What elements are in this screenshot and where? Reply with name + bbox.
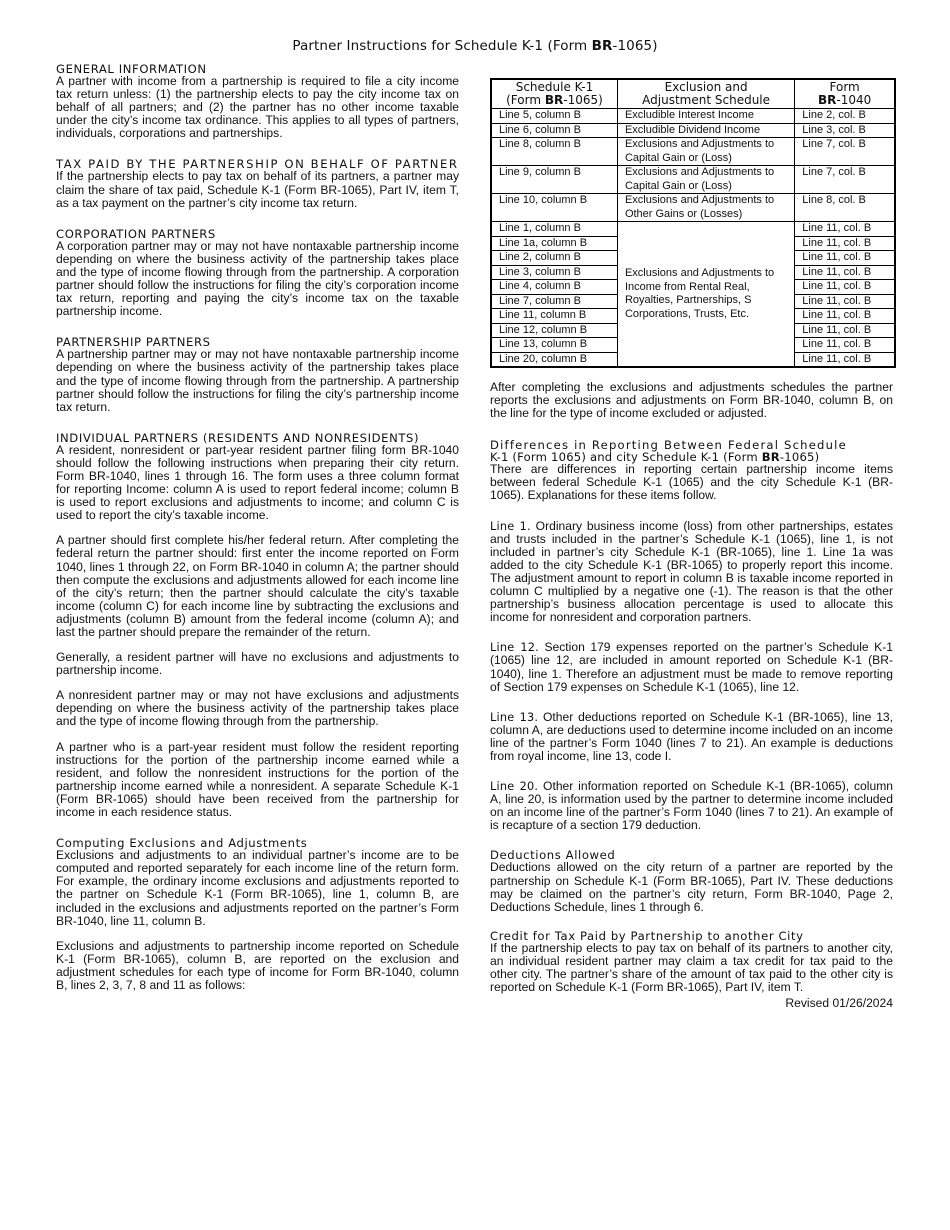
table-cell-k1: Line 9, column B: [491, 166, 617, 194]
general-information-heading: GENERAL INFORMATION: [56, 62, 207, 76]
line20-section: [490, 780, 893, 832]
deductions-text: Deductions allowed on the city return of a partner are reported by the partnership on Schedule K-1 (Form BR-1065), Part IV. These deductions may be claimed on the partner’s city return, Form BR-1040, Page 2, Deductions Schedule, lines 1 through 6.: [490, 860, 893, 914]
differences-text: There are differences in reporting certain partnership income items between federal Schedule K-1 (1065) and the city Schedule K-1 (BR-1065). Explanations for these items follow.: [490, 462, 893, 503]
table-cell-k1: Line 12, column B: [491, 323, 617, 338]
table-cell-form: Line 11, col. B: [795, 265, 895, 280]
exclusion-schedule-table: [490, 78, 896, 368]
line1-text: Line 1. Ordinary business income (loss) from other partnerships, estates and trusts included in the partner’s Schedule K-1 (1065), line 1, is not included in partner’s city Schedule K-1 (BR-1065), line 1. Line 1a was added to the city Schedule K-1 (BR-1065) to properly report this income. The adjustment amount to report in column B is taxable income reported in column C multiplied by a negative one (-1). The reason is that the other partnership’s business allocation percentage is used to allocate this income for nonresident and corporation partners.: [490, 518, 893, 625]
differences-heading-line1: Differences in Reporting Between Federal Schedule: [490, 438, 847, 453]
table-cell-k1: Line 2, column B: [491, 251, 617, 266]
individual-partners-text-4: A nonresident partner may or may not have exclusions and adjustments depending on where the business activity of the partnership takes place and the type of income flowing through from the partnership.: [56, 688, 459, 729]
tax-paid-heading: TAX PAID BY THE PARTNERSHIP ON BEHALF OF PARTNER: [56, 157, 459, 172]
table-header-k1: Schedule K-1 (Form BR-1065): [491, 79, 617, 109]
individual-partners-heading: INDIVIDUAL PARTNERS (RESIDENTS AND NONRESIDENTS): [56, 430, 420, 445]
deductions-section: [490, 849, 893, 913]
table-cell-form: Line 7, col. B: [795, 138, 895, 166]
differences-section: [490, 439, 893, 502]
line13-label: Line 13.: [490, 710, 539, 724]
table-cell-form: Line 11, col. B: [795, 222, 895, 237]
table-cell-form: Line 11, col. B: [795, 280, 895, 295]
line12-text: Line 12. Section 179 expenses reported on the partner’s Schedule K-1 (1065) line 12, are included in amount reported on Schedule K-1 (BR-1040), line 1. Therefore an adjustment must be made to remove reporting of Section 179 expenses on Schedule K-1 (1065), line 12.: [490, 640, 894, 694]
line1-label: Line 1.: [490, 519, 531, 533]
deductions-heading: Deductions Allowed: [490, 848, 616, 863]
partnership-partners-heading: PARTNERSHIP PARTNERS: [56, 335, 211, 350]
line20-text: Line 20. Other information reported on Schedule K-1 (BR-1065), column A, line 20, is information used by the partner to determine income included on an income line of the partner’s Form 1040 (lines 7 to 21). An example of is recapture of a section 179 deduction.: [490, 779, 893, 833]
computing-text-2: Exclusions and adjustments to partnership income reported on Schedule K-1 (Form BR-1065), column B, are reported on the exclusion and adjustment schedules for each type of income for Form BR-1040, column B, lines 2, 3, 7, 8 and 11 as follows:: [56, 938, 459, 992]
general-information-text: A partner with income from a partnership is required to file a city income tax return unless: (1) the partnership elects to pay the city income tax on behalf of all partners; and (2) the partner has no other income taxable under the city’s income tax ordinance. This applies to all types of partners, individuals, corporations and partnerships.: [56, 74, 459, 141]
table-cell-k1: Line 1a, column B: [491, 236, 617, 251]
table-row: [491, 222, 895, 237]
table-cell-schedule: Exclusions and Adjustments to Other Gains or (Losses): [617, 194, 794, 222]
table-cell-k1: Line 11, column B: [491, 309, 617, 324]
individual-partners-text-1: A resident, nonresident or part-year resident partner filing form BR-1040 should follow the following instructions when preparing their city return. Form BR-1040, lines 1 through 16. The form uses a three column format for reporting Income: column A is used to report federal income; column B is used to report exclusions and adjustments to income; and column C is used to report the city’s taxable income.: [56, 442, 459, 523]
revised-date: Revised 01/26/2024: [785, 996, 893, 1011]
after-completing-section: [490, 381, 893, 420]
credit-section: [490, 930, 893, 1010]
table-cell-schedule: Exclusions and Adjustments to Capital Gain or (Loss): [617, 138, 794, 166]
table-cell-form: Line 3, col. B: [795, 123, 895, 138]
table-row: [491, 138, 895, 166]
corporation-partners-text: A corporation partner may or may not have nontaxable partnership income depending on where the business activity of the partnership takes place and the type of income flowing through from the partnership. A corporation partner should follow the instructions for filing the city’s corporation income tax return, reporting and paying the city’s income tax on the taxable partnership income.: [56, 238, 459, 319]
table-cell-k1: Line 3, column B: [491, 265, 617, 280]
table-cell-form: Line 11, col. B: [795, 352, 895, 367]
table-cell-form: Line 11, col. B: [795, 236, 895, 251]
table-row: [491, 109, 895, 124]
table-cell-k1: Line 6, column B: [491, 123, 617, 138]
line1-section: [490, 520, 893, 625]
table-cell-k1: Line 20, column B: [491, 352, 617, 367]
page-title: Partner Instructions for Schedule K-1 (Form BR-1065): [292, 38, 658, 54]
table-header-form: Form BR-1040: [795, 79, 895, 109]
table-cell-k1: Line 7, column B: [491, 294, 617, 309]
table-header-schedule: Exclusion and Adjustment Schedule: [617, 79, 794, 109]
credit-text: If the partnership elects to pay tax on behalf of its partners to another city, an individual resident partner may claim a tax credit for tax paid to the other city. The partner’s share of the amount of tax paid to the other city is reported on Schedule K-1 (Form BR-1065), Part IV, item T.: [490, 940, 893, 995]
line12-section: [490, 641, 893, 693]
left-column: [56, 63, 459, 1004]
individual-partners-text-2: A partner should first complete his/her federal return. After completing the federal return the partner should: first enter the income reported on Form 1040, lines 1 through 22, on Form BR-1040 in column A; the partner should then compute the exclusions and adjustments allowed for each income line of the city’s return; then the partner should calculate the city’s taxable income (column C) for each income line by subtracting the exclusions and adjustments (column B) amount from the federal income (column A); and last the partner should prepare the remainder of the return.: [56, 533, 459, 639]
computing-heading: Computing Exclusions and Adjustments: [56, 836, 308, 851]
individual-partners-section: [56, 432, 459, 819]
table-body: [491, 109, 895, 368]
line13-section: [490, 711, 893, 763]
table-cell-form: Line 7, col. B: [795, 166, 895, 194]
credit-heading: Credit for Tax Paid by Partnership to another City: [490, 928, 804, 943]
line13-text: Line 13. Other deductions reported on Schedule K-1 (BR-1065), line 13, column A, are deductions used to determine income included on an income line of the partner’s Form 1040 (lines 7 to 21). An example is deductions from royal income, line 13, code I.: [490, 709, 894, 763]
partnership-partners-section: [56, 336, 459, 413]
table-row: [491, 123, 895, 138]
differences-heading-line2: K-1 (Form 1065) and city Schedule K-1 (Form BR-1065): [490, 450, 820, 465]
individual-partners-text-5: A partner who is a part-year resident must follow the resident reporting instructions for the portion of the partnership income earned while a resident, and follow the nonresident instructions for the portion of the partnership income earned while a nonresident. A separate Schedule K-1 (Form BR-1065) should have been received from the partnership for income in each residence status.: [56, 739, 459, 820]
right-column: [490, 62, 893, 1022]
table-cell-form: Line 11, col. B: [795, 338, 895, 353]
after-completing-text: After completing the exclusions and adjustments schedules the partner reports the exclusions and adjustments on Form BR-1040, column B, on the line for the type of income excluded or adjusted.: [490, 380, 893, 421]
table-cell-k1: Line 4, column B: [491, 280, 617, 295]
table-cell-k1: Line 13, column B: [491, 338, 617, 353]
table-cell-schedule: Excludible Interest Income: [617, 109, 794, 124]
table-cell-k1: Line 8, column B: [491, 138, 617, 166]
table-cell-k1: Line 10, column B: [491, 194, 617, 222]
corporation-partners-section: [56, 228, 459, 319]
table-cell-form: Line 2, col. B: [795, 109, 895, 124]
tax-paid-section: [56, 158, 459, 209]
table-cell-schedule: Excludible Dividend Income: [617, 123, 794, 138]
table-cell-k1: Line 1, column B: [491, 222, 617, 237]
table-cell-schedule: Exclusions and Adjustments to Capital Gain or (Loss): [617, 166, 794, 194]
individual-partners-text-3: Generally, a resident partner will have no exclusions and adjustments to partnership income.: [56, 650, 459, 678]
line12-label: Line 12.: [490, 641, 539, 655]
corporation-partners-heading: CORPORATION PARTNERS: [56, 226, 216, 241]
partnership-partners-text: A partnership partner may or may not have nontaxable partnership income depending on where the business activity of the partnership takes place and the type of income flowing through from the partnership. A partnership partner should follow the instructions for filing the city’s partnership income tax return.: [56, 347, 459, 414]
table-row: [491, 194, 895, 222]
table-cell-k1: Line 5, column B: [491, 109, 617, 124]
table-row: [491, 166, 895, 194]
tax-paid-text: If the partnership elects to pay tax on behalf of its partners, a partner may claim the share of tax paid, Schedule K-1 (Form BR-1065), Part IV, item T, as a tax payment on the partner’s city income tax return.: [56, 169, 459, 210]
table-cell-form: Line 11, col. B: [795, 323, 895, 338]
computing-text-1: Exclusions and adjustments to an individual partner’s income are to be computed and reported separately for each income line of the return form. For example, the ordinary income exclusions and adjustments reported to the partner on Schedule K-1 (Form BR-1065), line 1, column B, are included in the exclusions and adjustments reported on the partner’s Form BR-1040, line 11, column B.: [56, 848, 459, 928]
computing-section: [56, 837, 459, 992]
table-cell-form: Line 11, col. B: [795, 294, 895, 309]
line20-label: Line 20.: [490, 780, 539, 794]
table-cell-schedule-group: Exclusions and Adjustments to Income from Rental Real, Royalties, Partnerships, S Corporations, Trusts, Etc.: [617, 222, 794, 368]
table-cell-form: Line 11, col. B: [795, 251, 895, 266]
general-information-section: [56, 63, 459, 140]
table-cell-form: Line 8, col. B: [795, 194, 895, 222]
table-cell-form: Line 11, col. B: [795, 309, 895, 324]
